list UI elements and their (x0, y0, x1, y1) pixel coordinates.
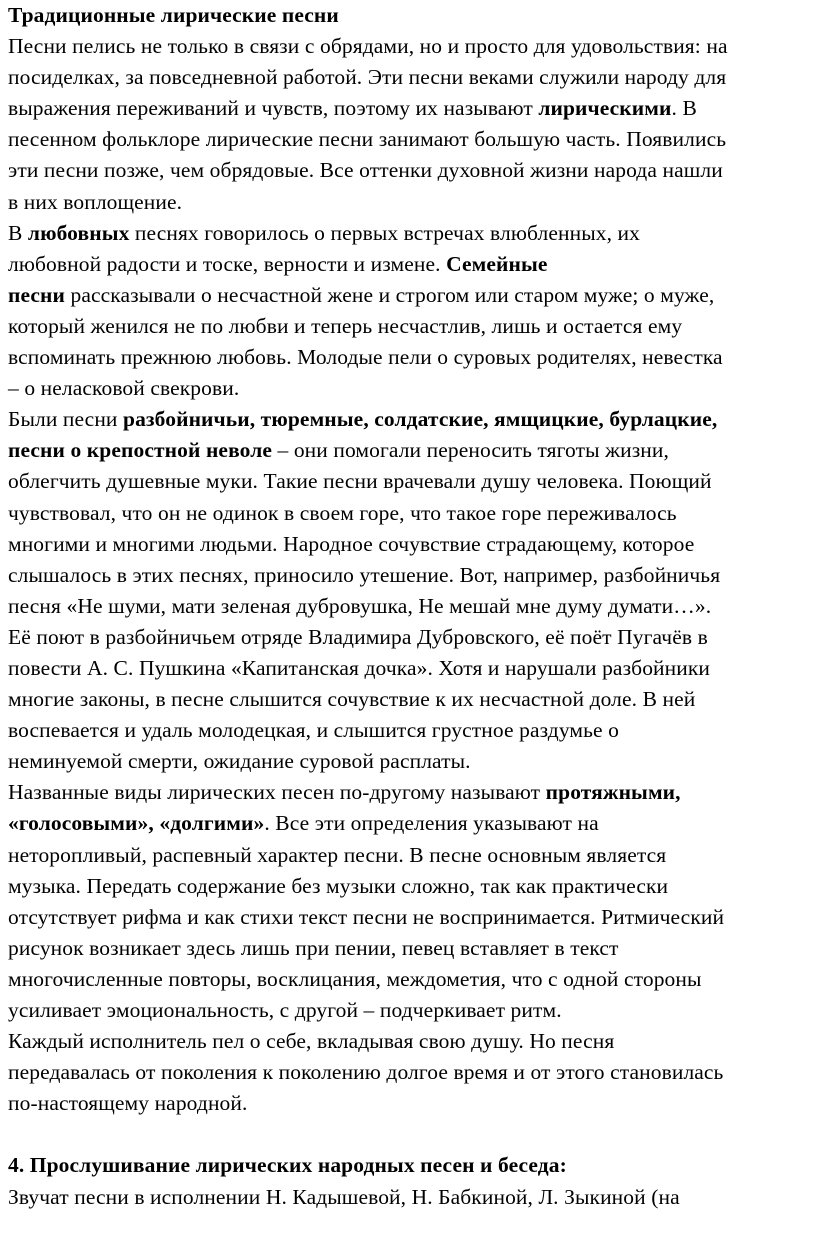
text-line: многие законы, в песне слышится сочувствие к их несчастной доле. В ней (8, 687, 696, 712)
text-line: облегчить душевные муки. Такие песни врачевали душу человека. Поющий (8, 469, 712, 494)
text-line: неминуемой смерти, ожидание суровой расплаты. (8, 749, 471, 774)
text-line: Её поют в разбойничьем отряде Владимира Дубровского, её поёт Пугачёв в (8, 624, 708, 649)
text-line: посиделках, за повседневной работой. Эти песни веками служили народу для (8, 65, 727, 90)
paragraph-performer (8, 1026, 812, 1119)
text-line: песни рассказывали о несчастной жене и строгом или старом муже; о муже, (8, 282, 715, 307)
term-family: Семейные (446, 251, 548, 276)
paragraph-intro (8, 31, 812, 218)
text-line: «голосовыми», «долгими». Все эти определения указывают на (8, 811, 599, 836)
term-voice-long: «голосовыми», «долгими» (8, 811, 265, 836)
document-body (8, 0, 812, 1213)
text-line: музыка. Передать содержание без музыки сложно, так как практически (8, 873, 669, 898)
text-line: выражения переживаний и чувств, поэтому их называют лирическими. В (8, 96, 697, 121)
text-line: по-настоящему народной. (8, 1091, 248, 1116)
text-line: многочисленные повторы, восклицания, междометия, что с одной стороны (8, 966, 702, 991)
term-serfdom-songs: песни о крепостной неволе (8, 438, 273, 463)
text-line: песня «Не шуми, мати зеленая дубровушка, Не мешай мне думу думати…». (8, 593, 712, 618)
text-line: эти песни позже, чем обрядовые. Все оттенки духовной жизни народа нашли (8, 158, 723, 183)
text-line: любовной радости и тоске, верности и измене. Семейные (8, 251, 548, 276)
text-line: отсутствует рифма и как стихи текст песни не воспринимается. Ритмический (8, 904, 725, 929)
text-line: передавалась от поколения к поколению долгое время и от этого становилась (8, 1060, 724, 1085)
text-line: усиливает эмоциональность, с другой – подчеркивает ритм. (8, 998, 562, 1022)
text-line: Звучат песни в исполнении Н. Кадышевой, Н. Бабкиной, Л. Зыкиной (на (8, 1184, 680, 1209)
text-line: в них воплощение. (8, 189, 183, 214)
paragraph-robber-songs (8, 404, 812, 777)
text-line: неторопливый, распевный характер песни. В песне основным является (8, 842, 667, 867)
term-lyrical: лирическими (538, 96, 672, 121)
text-line: рисунок возникает здесь лишь при пении, певец вставляет в текст (8, 935, 619, 960)
text-line: слышалось в этих песнях, приносило утешение. Вот, например, разбойничья (8, 562, 721, 587)
text-line: Каждый исполнитель пел о себе, вкладывая свою душу. Но песня (8, 1029, 615, 1054)
text-line: воспевается и удаль молодецкая, и слышится грустное раздумье о (8, 718, 619, 743)
term-songs: песни (8, 282, 66, 307)
text-line: В любовных песнях говорилось о первых встречах влюбленных, их (8, 220, 640, 245)
text-line: Названные виды лирических песен по-другому называют протяжными, (8, 780, 681, 805)
text-line: повести А. С. Пушкина «Капитанская дочка». Хотя и нарушали разбойники (8, 655, 711, 680)
paragraph-drawn-out-songs (8, 777, 812, 1026)
term-drawn-out: протяжными, (545, 780, 681, 805)
paragraph-listening (8, 1182, 812, 1213)
text-line: песенном фольклоре лирические песни занимают большую часть. Появились (8, 127, 727, 152)
text-line: чувствовал, что он не одинок в своем горе, что такое горе переживалось (8, 500, 677, 525)
blank-line (8, 1119, 812, 1150)
section-heading: 4. Прослушивание лирических народных песен и беседа: (8, 1153, 567, 1178)
text-line: вспоминать прежнюю любовь. Молодые пели о суровых родителях, невестка (8, 345, 723, 370)
text-line: песни о крепостной неволе – они помогали переносить тяготы жизни, (8, 438, 669, 463)
text-line: Были песни разбойничьи, тюремные, солдатские, ямщицкие, бурлацкие, (8, 407, 718, 432)
text-line: Песни пелись не только в связи с обрядами, но и просто для удовольствия: на (8, 34, 728, 59)
term-love: любовных (27, 220, 130, 245)
paragraph-love-family-songs (8, 218, 812, 405)
text-line: который женился не по любви и теперь несчастлив, лишь и остается ему (8, 313, 683, 338)
text-line: – о неласковой свекрови. (8, 376, 240, 401)
text-line: многими и многими людьми. Народное сочувствие страдающему, которое (8, 531, 695, 556)
document-title: Традиционные лирические песни (8, 3, 339, 27)
term-song-types: разбойничьи, тюремные, солдатские, ямщицкие, бурлацкие, (123, 407, 718, 432)
